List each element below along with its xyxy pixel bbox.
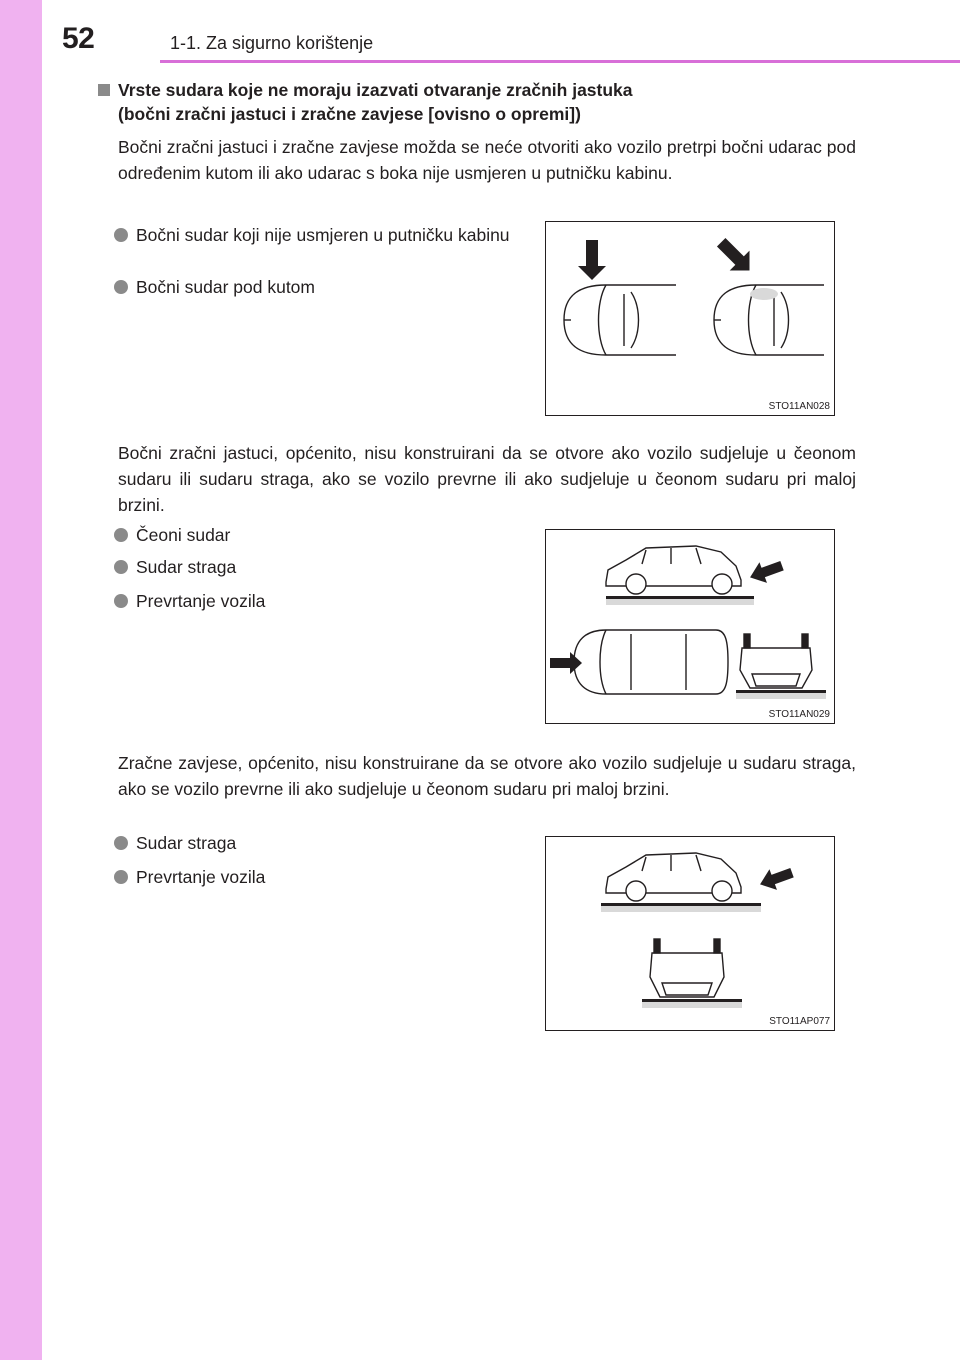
bullet-text: Prevrtanje vozila (136, 591, 266, 611)
section-heading-line2: (bočni zračni jastuci i zračne zavjese [ovisno o opremi]) (118, 104, 581, 124)
bullet-item (114, 222, 546, 248)
bullet-text: Prevrtanje vozila (136, 867, 266, 887)
figure-code: STO11AN028 (768, 401, 830, 412)
paragraph: Bočni zračni jastuci, općenito, nisu konstruirani da se otvore ako vozilo sudjeluje u čeonom sudaru ili sudaru straga, ako se vozilo prevrne ili ako sudjeluje u čeonom sudaru pri maloj brzini. (118, 443, 856, 515)
paragraph: Zračne zavjese, općenito, nisu konstruirane da se otvore ako vozilo sudjeluje u sudaru straga, ako se vozilo prevrne ili ako sudjeluje u čeonom sudaru pri maloj brzini. (118, 753, 856, 799)
car-side-view-icon (606, 546, 741, 594)
bullet-text: Sudar straga (136, 833, 237, 853)
page-number: 52 (62, 22, 95, 55)
section (98, 78, 858, 126)
front-rear-rollover-illustration (546, 530, 834, 723)
bullet-text: Čeoni sudar (136, 525, 231, 545)
bullet-dot-icon (114, 528, 128, 542)
figure-rear-rollover (545, 836, 835, 1031)
figure-front-rear-rollover (545, 529, 835, 724)
impact-arrow-icon (711, 232, 759, 280)
bullet-dot-icon (114, 870, 128, 884)
sidebar-color-tab (0, 0, 42, 1360)
figure-code: STO11AP077 (769, 1016, 830, 1027)
bullet-text: Bočni sudar pod kutom (136, 277, 315, 297)
car-top-view-icon (564, 285, 676, 355)
bullet-item (114, 554, 546, 580)
bullet-item (114, 522, 546, 548)
bullet-dot-icon (114, 280, 128, 294)
impact-arrow-icon (746, 555, 785, 587)
bullet-dot-icon (114, 594, 128, 608)
car-top-view-icon (574, 630, 728, 694)
bullet-text: Bočni sudar koji nije usmjeren u putničku kabinu (136, 225, 510, 245)
square-bullet-icon (98, 84, 110, 96)
bullet-dot-icon (114, 228, 128, 242)
figure-side-impact (545, 221, 835, 416)
bullet-item (114, 830, 546, 856)
section-heading (98, 78, 818, 126)
side-impact-illustration (546, 222, 834, 415)
chapter-title: 1-1. Za sigurno korištenje (170, 33, 374, 53)
overturned-car-icon (740, 634, 812, 688)
bullet-item (114, 274, 546, 300)
car-side-view-icon (606, 853, 741, 901)
overturned-car-icon (650, 939, 724, 997)
bullet-dot-icon (114, 560, 128, 574)
bullet-item (114, 864, 546, 890)
rear-rollover-illustration (546, 837, 834, 1030)
figure-code: STO11AN029 (768, 709, 830, 720)
impact-arrow-icon (550, 652, 582, 674)
section-heading-line1: Vrste sudara koje ne moraju izazvati otvaranje zračnih jastuka (118, 80, 633, 100)
bullet-item (114, 588, 546, 614)
bullet-dot-icon (114, 836, 128, 850)
impact-arrow-icon (756, 862, 795, 894)
bullet-text: Sudar straga (136, 557, 237, 577)
intro-paragraph: Bočni zračni jastuci i zračne zavjese možda se neće otvoriti ako vozilo pretrpi bočni udarac pod određenim kutom ili ako udarac s boka nije usmjeren u putničku kabinu. (118, 137, 856, 183)
header-rule (160, 60, 960, 63)
impact-arrow-icon (578, 240, 606, 280)
